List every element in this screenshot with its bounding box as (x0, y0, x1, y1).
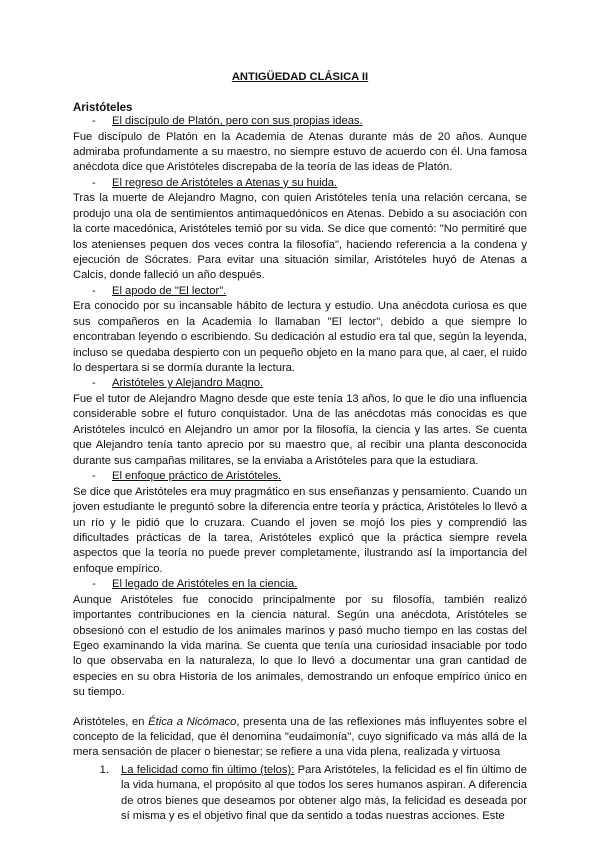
section-heading: Aristóteles (73, 102, 133, 114)
intro-before: Aristóteles, en (73, 715, 149, 728)
ethics-intro-paragraph (73, 715, 527, 761)
list-item-term: La felicidad como fin último (telos): (121, 763, 295, 776)
paragraph: Se dice que Aristóteles era muy pragmático en sus enseñanzas y pensamiento. Cuando un joven estudiante le preguntó sobre la diferencia entre teoría y práctica, Aristóteles lo llevó a un río y le pidió que lo cruzara. Cuando el joven se mojó los pies y comprendió las dificultades prácticas de la tarea, Aristóteles explicó que la práctica siempre revela aspectos que la teoría no puede prever completamente, ilustrando así la importancia del enfoque empírico. (73, 485, 527, 575)
subsection-title: El discípulo de Platón, pero con sus propias ideas. (112, 115, 363, 127)
document-body (73, 114, 527, 824)
subsection-heading (73, 114, 527, 130)
bullet-dash: - (92, 578, 96, 591)
paragraph: Fue el tutor de Alejandro Magno desde que este tenía 13 años, lo que le dio una influencia considerable sobre el futuro conquistador. Una de las anécdotas más conocidas es que Aristóteles inculcó en Alejandro un amor por la filosofía, la ciencia y las artes. Se cuenta que Alejandro tenía tanto aprecio por su maestro que, al recibir una planta desconocida durante sus campañas militares, se la enviaba a Aristóteles para que la estudiara. (73, 393, 527, 467)
subsection-title: El enfoque práctico de Aristóteles. (112, 470, 282, 483)
subsection-title: El regreso de Aristóteles a Atenas y su huida. (112, 176, 338, 189)
bullet-dash: - (92, 176, 96, 189)
list-item-body: Para Aristóteles, la felicidad es el fin último de la vida humana, el propósito al que todos los seres humanos aspiran. A diferencia de otros bienes que deseamos por obtener algo más, la felicidad es deseada por sí misma y es el objetivo final que da sentido a todas nuestras acciones. Este (121, 763, 527, 822)
paragraph: Aunque Aristóteles fue conocido principalmente por su filosofía, también realizó importantes contribuciones en la ciencia natural. Según una anécdota, Aristóteles se obsesionó con el estudio de los animales marinos y pasó mucho tiempo en las costas del Egeo examinando la vida marina. Se cuenta que tenía una curiosidad insaciable por todo lo que observaba en la naturaleza, lo que lo llevó a documentar una gran cantidad de especies en su obra Historia de los animales, demostrando un enfoque empírico único en su tiempo. (73, 593, 527, 699)
document-title: ANTIGÜEDAD CLÁSICA II (231, 71, 369, 83)
paragraph: Era conocido por su incansable hábito de lectura y estudio. Una anécdota curiosa es que sus compañeros en la Academia lo llamaban "El lector", debido a que siempre lo encontraban leyendo o escribiendo. Su dedicación al estudio era tal que, según la leyenda, incluso se quedaba despierto con un pequeño objeto en la mano para que, al caer, el ruido lo despertara si se dormía durante la lectura. (73, 300, 527, 375)
subsection-heading (73, 577, 527, 593)
list-number: 1. (99, 763, 109, 776)
paragraph: Fue discípulo de Platón en la Academia de Atenas durante más de 20 años. Aunque admiraba profundamente a su maestro, no siempre estuvo de acuerdo con él. Una famosa anécdota dice que Aristóteles discrepaba de la teoría de las ideas de Platón. (73, 130, 527, 174)
bullet-dash: - (92, 284, 96, 297)
list-item-text (121, 763, 527, 825)
subsection-title: El apodo de "El lector". (112, 284, 227, 297)
work-title: Ética a Nicómaco (148, 715, 237, 728)
subsection-title: Aristóteles y Alejandro Magno. (112, 377, 264, 390)
bullet-dash: - (92, 115, 96, 127)
bullet-dash: - (92, 377, 96, 390)
subsection-heading (73, 284, 527, 300)
paragraph: Tras la muerte de Alejandro Magno, con quien Aristóteles tenía una relación cercana, se produjo una ola de sentimientos antimaquedónicos en Atenas. Debido a su asociación con la corte macedónica, Aristóteles temió por su vida. Se dice que comentó: "No permitiré que los atenienses pequen dos veces contra la filosofía", haciendo referencia a la condena y ejecución de Sócrates. Para evitar una situación similar, Aristóteles huyó de Atenas a Calcis, donde falleció un año después. (73, 192, 527, 282)
bullet-dash: - (92, 470, 96, 483)
subsection-heading (73, 469, 527, 485)
subsection-heading (73, 376, 527, 392)
intro-after: , presenta una de las reflexiones más influyentes sobre el concepto de la felicidad, que él denomina "eudaimonía", cuyo significado va más allá de la mera sensación de placer o bienestar; se refiere a una vida plena, realizada y virtuosa (73, 715, 527, 759)
subsection-title: El legado de Aristóteles en la ciencia. (112, 578, 298, 591)
list-item (73, 763, 527, 825)
subsection-heading (73, 176, 527, 192)
